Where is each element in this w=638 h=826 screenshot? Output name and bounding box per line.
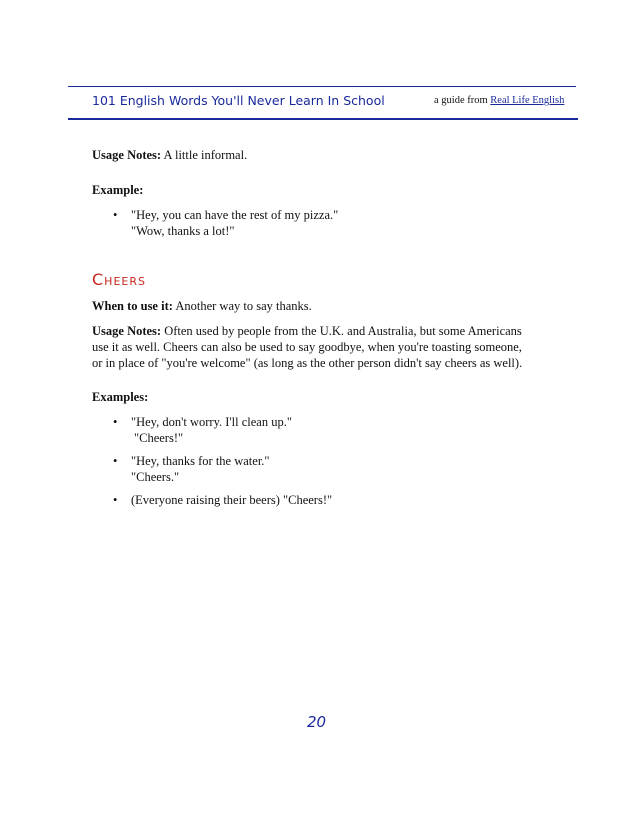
example-line: (Everyone raising their beers) "Cheers!"	[131, 493, 333, 507]
bullet-icon: •	[113, 454, 118, 468]
prev-usage-notes	[92, 147, 247, 163]
usage-notes-text: Often used by people from the U.K. and Australia, but some Americans	[161, 324, 522, 338]
bullet-icon: •	[113, 493, 118, 507]
example-line: "Hey, don't worry. I'll clean up."	[131, 415, 292, 429]
example-line: "Cheers."	[131, 470, 180, 484]
example-line: "Hey, thanks for the water."	[131, 454, 270, 468]
when-to-use-label: When to use it:	[92, 299, 173, 313]
real-life-english-link[interactable]: Real Life English	[490, 95, 565, 106]
example-line: "Cheers!"	[134, 431, 184, 445]
book-title: 101 English Words You'll Never Learn In School	[92, 93, 385, 108]
examples-label: Examples:	[92, 390, 149, 404]
bullet-icon: •	[113, 415, 118, 429]
entry-title-cheers: Cheers	[92, 270, 146, 289]
bullet-icon: •	[113, 208, 118, 222]
usage-notes-text: or in place of "you're welcome" (as long as the other person didn't say cheers as well).	[92, 356, 523, 370]
example-line: "Hey, you can have the rest of my pizza."	[131, 208, 339, 222]
header-bottom-rule	[68, 118, 578, 120]
when-to-use-text: Another way to say thanks.	[172, 299, 312, 313]
usage-notes-text: A little informal.	[161, 148, 248, 162]
example-label: Example:	[92, 183, 144, 197]
guide-credit-prefix: a guide from	[434, 95, 491, 106]
usage-notes-label: Usage Notes:	[92, 148, 162, 162]
usage-notes-text: use it as well. Cheers can also be used to say goodbye, when you're toasting someone,	[92, 340, 522, 354]
when-to-use	[92, 298, 312, 314]
page-number: 20	[307, 713, 327, 731]
header-top-rule	[68, 86, 576, 87]
cheers-usage-notes	[92, 323, 522, 339]
guide-credit	[434, 95, 564, 106]
usage-notes-label: Usage Notes:	[92, 324, 162, 338]
example-line: "Wow, thanks a lot!"	[131, 224, 235, 238]
